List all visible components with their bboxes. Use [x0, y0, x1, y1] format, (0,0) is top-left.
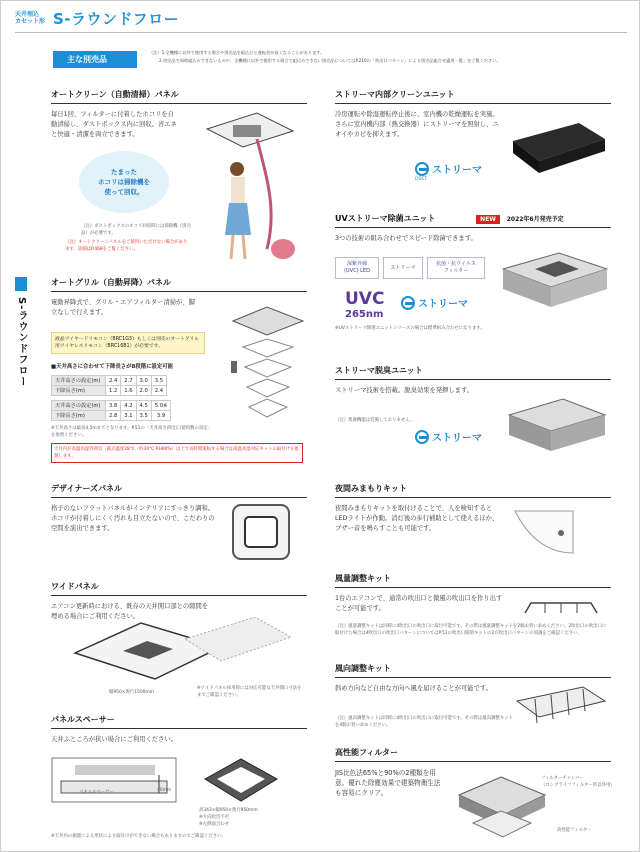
- options-notes: [149, 49, 619, 65]
- grill-lift-illustration-icon: [227, 301, 307, 441]
- header-divider: [15, 32, 627, 33]
- section-title: 高性能フィルター: [335, 747, 611, 762]
- streamer-logo-sub: DSET: [415, 177, 427, 182]
- table-row: 下降長さ(m) 2.8 3.1 3.5 3.9: [52, 411, 171, 421]
- auto-note-2: （注）オートクリーンパネルをご使用いただけない場合があります。詳細はP.468をご覧ください。: [65, 240, 188, 252]
- spacer-dimensions: 高343×幅950×奥行950mm ※方向吹出不可 ※左側面合わせ: [199, 808, 258, 827]
- filter-chamber-icon: [455, 765, 549, 847]
- side-index-label: S-ラウンドフロー: [16, 297, 27, 388]
- designer-panel-icon: [229, 501, 293, 563]
- spacer-label: パネルスペーサー: [79, 790, 114, 795]
- uv-unit-icon: [499, 249, 611, 311]
- clean-unit-icon: [509, 117, 609, 175]
- streamer-mark-icon: [415, 162, 429, 176]
- spacer-frame-icon: [201, 753, 281, 807]
- table-row: 天井高さの設定(m) 3.8 4.2 4.5 5.0※: [52, 401, 171, 411]
- section-title: ワイドパネル: [51, 581, 307, 596]
- dust-bubble: たまった ホコリは掃除機を 使って回収。: [79, 151, 169, 213]
- deodor-note: （注）集塵機能は装備しておりません。: [335, 418, 415, 423]
- drop-length-table-1: [51, 375, 167, 396]
- filter-label-chamber: フィルターチャンバー （ロングライフフィルター形以外用）: [541, 776, 615, 788]
- direction-kit-icon: [513, 683, 609, 729]
- airflow-note: （注）風量調整キットは同時に4吹出口の吹出口に取付可能です。その際は風量調整キットを2個お買い求めください。2吹出口の吹出口に取付けた場合は4吹出口の吹出口パターンについてはP.51の吹出口開閉キットの2方吹出口パターンの同調をご確認ください。: [335, 624, 607, 636]
- grill-remote-notice: 液晶ワイヤードリモコン（BRC1G3）もしくは別売のオートグリル用ワイヤレスリモコン（BRC16B1）が必要です。: [51, 332, 205, 354]
- section-body: 1台のエアコンで、通常の吹出口と微風の吹出口を作り出すことが可能です。: [335, 595, 503, 612]
- release-date: 2022年6月発売予定: [506, 216, 564, 223]
- uvc-logo: UVC: [345, 289, 385, 309]
- section-title: 風向調整キット: [335, 663, 611, 678]
- page-header: [15, 7, 179, 29]
- section-title: ストリーマ内部クリーンユニット: [335, 89, 611, 104]
- direction-note: （注）風向調整キットは同時に4吹出口の吹出口に取付可能です。その際は風向調整キットを4個お買い求めください。: [335, 716, 513, 728]
- new-badge: NEW: [476, 215, 500, 224]
- section-wide-panel: [51, 581, 307, 622]
- night-sensor-icon: [509, 503, 579, 559]
- vacuum-illustration-icon: [197, 109, 297, 269]
- deodor-streamer-logo: ストリーマ: [415, 429, 482, 444]
- streamer-mark-icon: [401, 296, 415, 310]
- section-body: ストリーマ技術を搭載。脱臭効果を発揮します。: [335, 387, 474, 394]
- streamer-logo: ストリーマ: [415, 161, 482, 176]
- side-index-tab[interactable]: [15, 277, 27, 291]
- page-title: S-ラウンドフロー: [53, 9, 180, 28]
- table-row: 下降長さ(m) 1.2 1.6 2.0 2.4: [52, 386, 167, 396]
- wide-panel-illustration-icon: [65, 617, 295, 687]
- header-category: 天井埋込 カセット形: [15, 11, 46, 25]
- drop-length-table-2: [51, 400, 171, 421]
- section-title-row: UVストリーマ除菌ユニット NEW 2022年6月発売予定: [335, 213, 611, 228]
- section-body: 冷房運転や除湿運転停止後に、室内機の乾燥運転を実施。さらに室内機内部（熱交換器）にストリーマを照射し、ニオイやカビを抑えます。: [335, 111, 499, 138]
- section-uv-streamer: [335, 213, 611, 244]
- section-body: 斜め方向など自由な方向へ風を届けることが可能です。: [335, 685, 492, 692]
- section-streamer-deodorize: [335, 365, 611, 396]
- grill-height-note: ※天井高さは最高4.5mまでとなります。P.51の「天井高さ/吹出口使用数の設定」を参照ください。: [51, 426, 210, 438]
- section-title: パネルスペーサー: [51, 714, 307, 729]
- spacer-note: ※天井内の据置による形状により取付けができない場合もありますのでご確認ください。: [51, 834, 226, 839]
- deodor-unit-icon: [505, 395, 609, 455]
- note-2: 2.別売品で同時組込みできないものや、全機種に以外で使用する場合で組込みできない別売品についてはP.210の「吹出口パターン」による別売品組合せ適用一覧」をご覧ください。: [159, 58, 501, 63]
- uv-streamer-logo: ストリーマ: [401, 295, 468, 310]
- section-title: 夜間みまもりキット: [335, 483, 611, 498]
- note-1: （注）1.全機種に以外で使用する場合や別売品を組込むと運転音が高くなることがあります。: [149, 50, 325, 55]
- section-body: 3つの技術の組み合わせでスピード除菌できます。: [335, 235, 477, 242]
- section-title: オートグリル（自動昇降）パネル: [51, 277, 307, 292]
- section-panel-spacer: [51, 714, 307, 745]
- uv-note: ※UVストリーマ除菌ユニットシリーズの場合は標準組み合わせになります。: [335, 326, 485, 331]
- streamer-tag: ストリーマ: [383, 257, 423, 279]
- section-title: ストリーマ脱臭ユニット: [335, 365, 611, 380]
- section-title: オートクリーン（自動清掃）パネル: [51, 89, 307, 104]
- uvc-wavelength: 265nm: [345, 309, 384, 320]
- wide-panel-dimensions: 幅950×奥行1500mm: [109, 690, 154, 695]
- spacer-height: 40mm: [157, 788, 172, 793]
- section-title: 風量調整キット: [335, 573, 611, 588]
- uvc-led-tag: 深紫外線 (UVC) LED: [335, 257, 379, 279]
- grill-table-caption: ■天井高さに合わせて下降長さが8段階に設定可能: [51, 364, 174, 370]
- section-body: 天井ふところが狭い場合にご利用ください。: [51, 736, 177, 743]
- section-body: 夜間みまもりキットを取付けることで、人を検知するとLEDライトが作動。消灯後の歩行補助として使えるほか、ブザー音を鳴らすことも可能です。: [335, 505, 499, 532]
- filter-label-hp: 高性能フィルター: [557, 828, 592, 833]
- options-heading: 主な別売品: [53, 51, 137, 68]
- section-body: 格子のないフラットパネルがインテリアにすっきり調和。ホコリが付着しにくく汚れも目立たないので、こだわりの空間を演出できます。: [51, 505, 215, 532]
- auto-note-1: （注）ダストボックスのホコリ回収時には掃除機（別売品）が必要です。: [81, 224, 191, 236]
- section-body: 毎日1回、フィルターに付着したホコリを自動清掃し、ダストボックス内に回収。省エネと快適・清潔を両立できます。: [51, 111, 177, 138]
- section-title: デザイナーズパネル: [51, 483, 307, 498]
- section-body: エアコン更新時における、既存の天井開口部との隙間を埋める場合にご利用ください。: [51, 603, 209, 620]
- airflow-kit-icon: [521, 599, 601, 619]
- streamer-mark-icon: [415, 430, 429, 444]
- section-body: JIS比色法65%と90%の2種類を用意。優れた除塵効果で建築物衛生法も容易にクリア。: [335, 769, 441, 797]
- wide-panel-note: ※ワイドパネル採用時には対応可能な天井開口寸法をまでご確認ください。: [197, 686, 302, 698]
- spacer-diagram-icon: [51, 757, 177, 803]
- grill-humidity-note: 天井内が高温高湿雰囲気（露点温度28℃（約30℃ RH80%）以上で長時間運転する場合は高温高湿対応キットの取付けを推奨します。: [51, 443, 303, 463]
- table-row: 天井高さの設定(m) 2.4 2.7 3.0 3.5: [52, 376, 167, 386]
- antibacterial-filter-tag: 抗菌・抗ウイルス フィルター: [427, 257, 485, 279]
- section-body: 電動昇降式で、グリル・エアフィルター清掃が、脚立なしで行えます。: [51, 299, 195, 316]
